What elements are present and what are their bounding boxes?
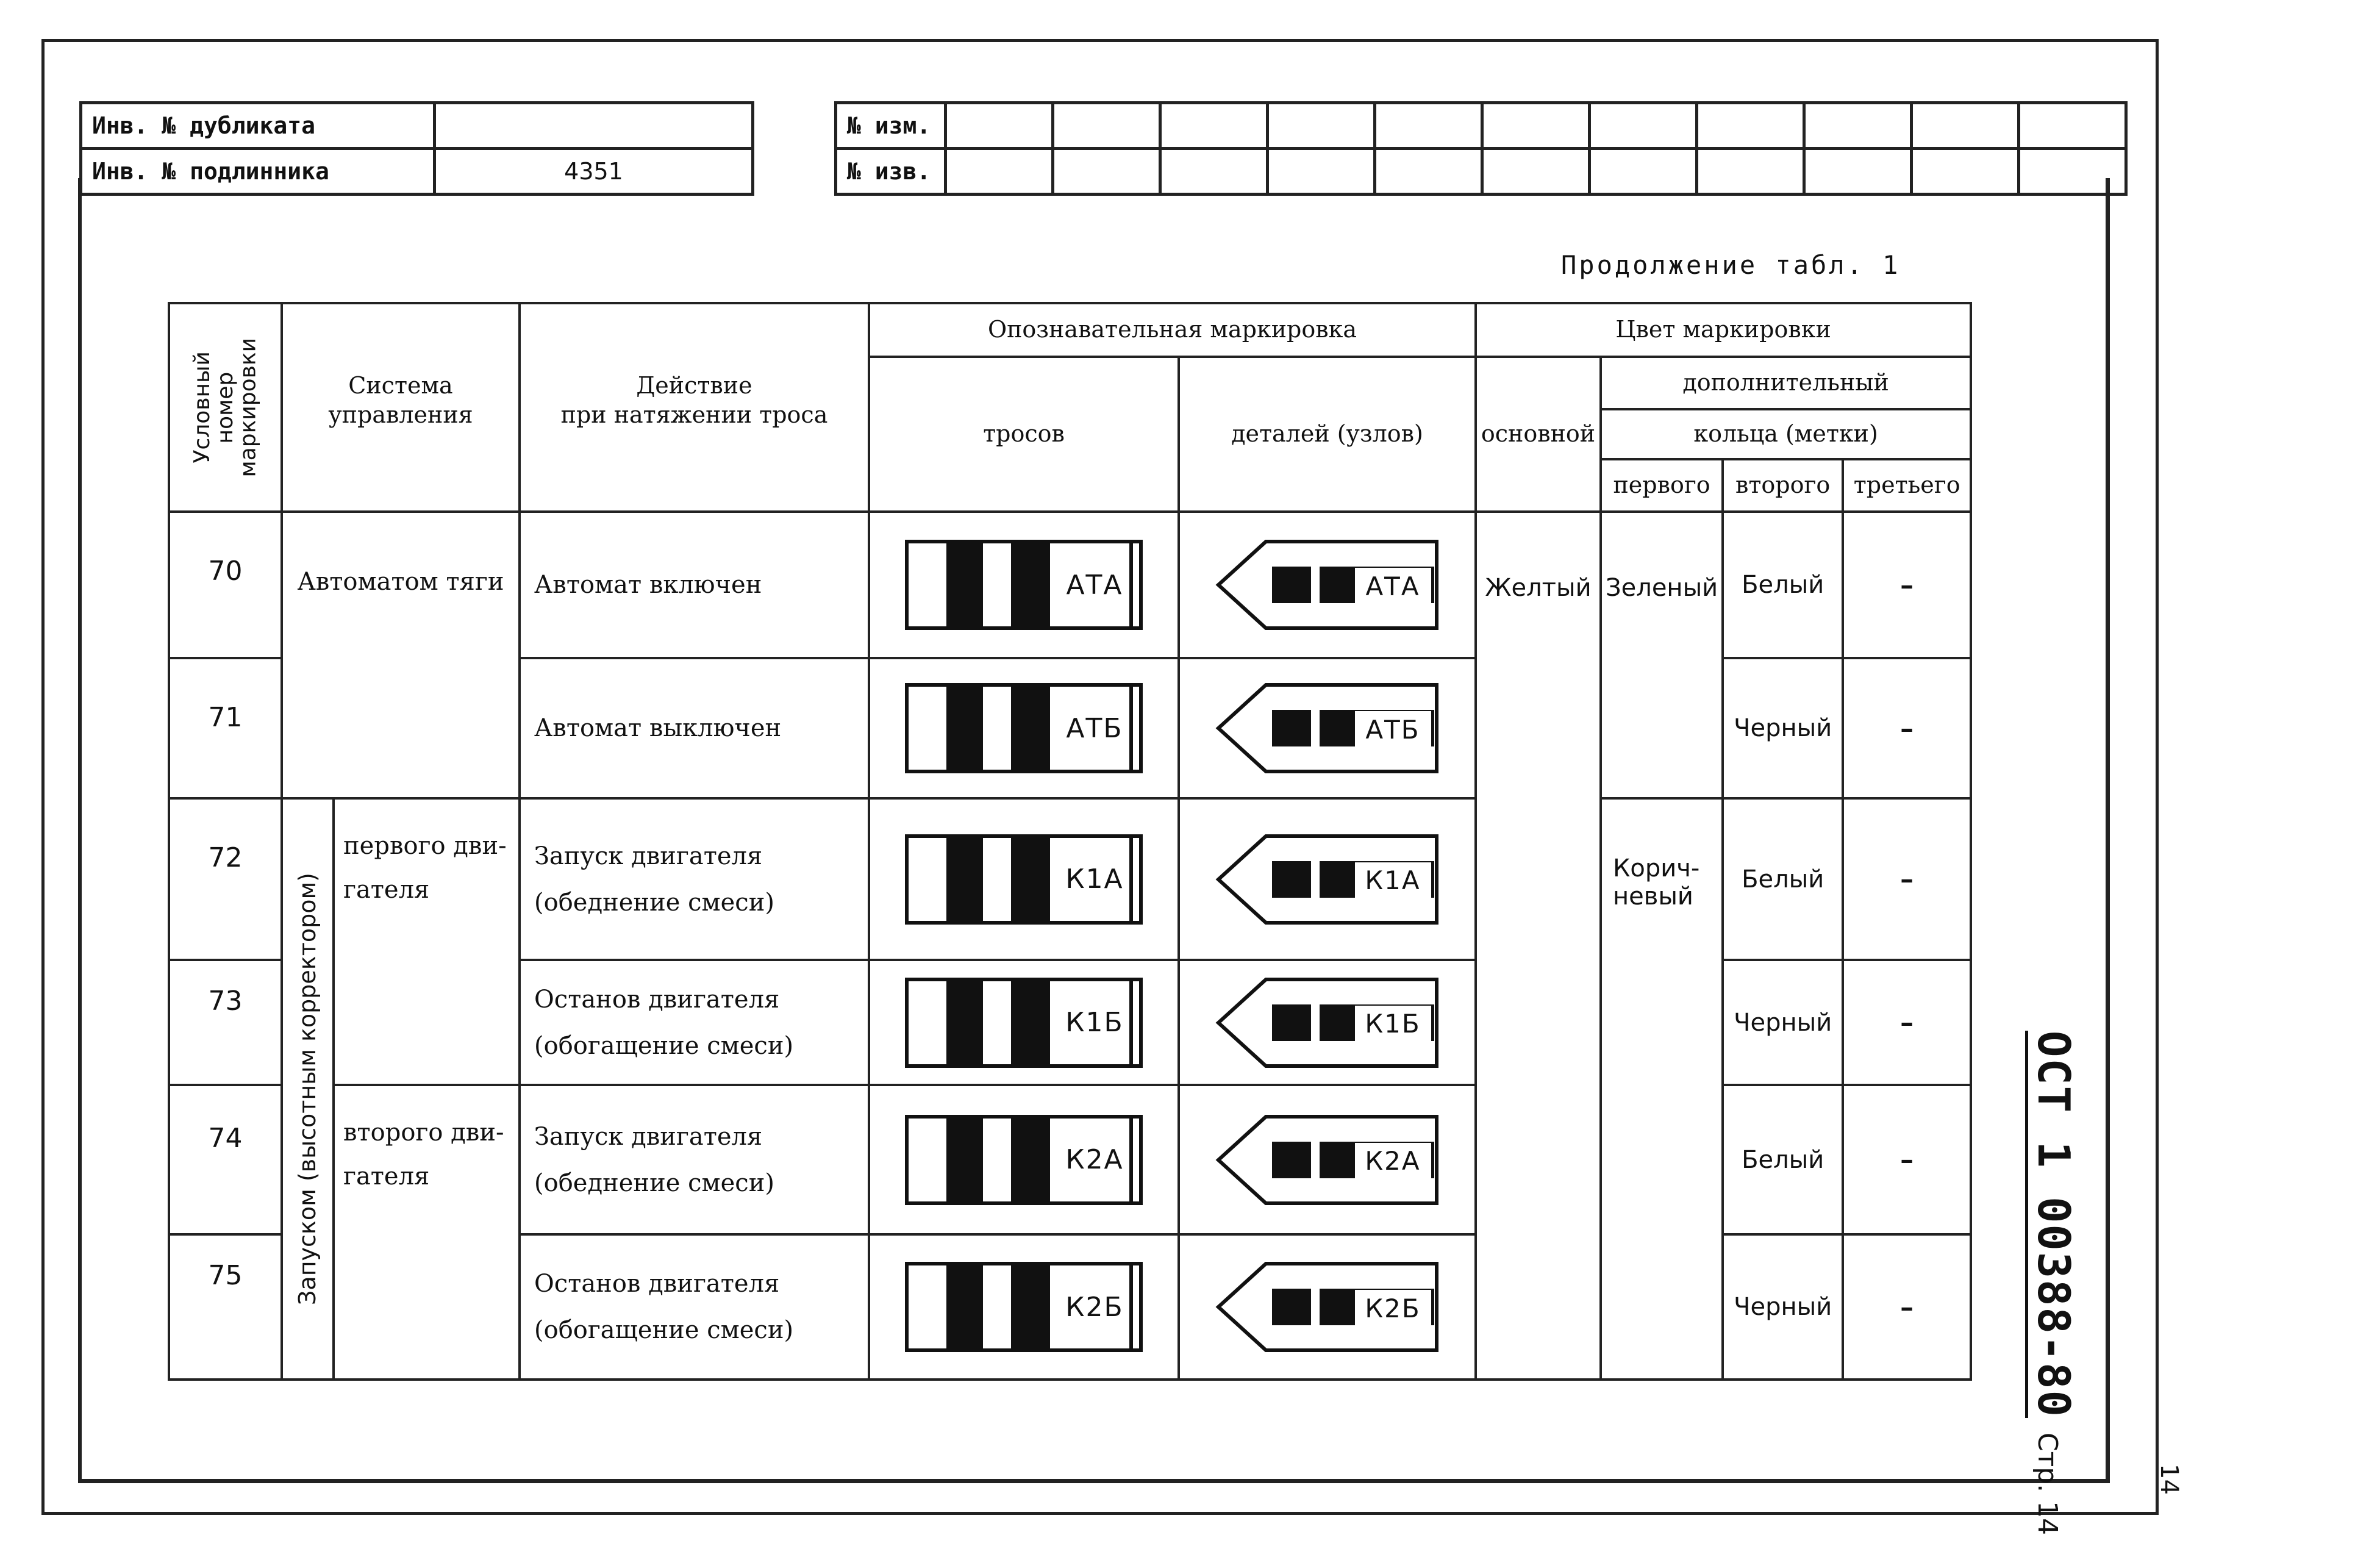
part-marking-icon xyxy=(1215,1115,1440,1205)
row-number: 72 xyxy=(169,798,282,960)
change-no-label: № изм. xyxy=(836,103,946,149)
cable-marking-label: АТБ xyxy=(1066,712,1123,744)
table-row xyxy=(169,512,1971,658)
cable-marking-icon xyxy=(905,978,1143,1068)
marking-table xyxy=(168,302,1972,1381)
cable-marking-label: АТА xyxy=(1066,569,1123,601)
header-main-color: основной xyxy=(1476,357,1601,512)
cable-marking-cell xyxy=(869,798,1179,960)
row-number: 70 xyxy=(169,512,282,658)
table-row xyxy=(169,798,1971,960)
row-number: 75 xyxy=(169,1234,282,1380)
cable-marking-icon xyxy=(905,683,1143,773)
row-action: Автомат включен xyxy=(520,512,869,658)
part-marking-label: АТА xyxy=(1355,568,1431,604)
part-marking-cell xyxy=(1179,1085,1476,1234)
row-number: 73 xyxy=(169,960,282,1085)
cable-marking-icon xyxy=(905,540,1143,630)
third-ring: – xyxy=(1843,1234,1971,1380)
part-marking-cell xyxy=(1179,960,1476,1085)
header-action: Действие при натяжении троса xyxy=(520,303,869,512)
second-ring: Черный xyxy=(1723,658,1843,798)
header-number: Условный номер маркировки xyxy=(169,303,282,512)
cable-marking-label: К1Б xyxy=(1065,1007,1124,1038)
header-cables: тросов xyxy=(869,357,1179,512)
row-action: Запуск двигателя (обеднение смеси) xyxy=(520,1085,869,1234)
cable-marking-cell xyxy=(869,512,1179,658)
header-system: Система управления xyxy=(282,303,520,512)
cable-marking-cell xyxy=(869,658,1179,798)
part-marking-icon xyxy=(1215,834,1440,925)
header-color: Цвет маркировки xyxy=(1476,303,1971,357)
main-color-yellow: Желтый xyxy=(1476,512,1601,1380)
part-marking-label: АТБ xyxy=(1355,711,1431,748)
cable-marking-label: К2Б xyxy=(1065,1291,1124,1323)
header-first: первого xyxy=(1601,459,1723,512)
document-code-block xyxy=(2028,1031,2110,1536)
part-marking-label: К1Б xyxy=(1355,1006,1431,1042)
inv-duplicate-value xyxy=(435,103,753,149)
cable-marking-cell xyxy=(869,960,1179,1085)
part-marking-icon xyxy=(1215,978,1440,1068)
part-marking-label: К2А xyxy=(1355,1143,1431,1179)
part-marking-icon xyxy=(1215,540,1440,630)
third-ring: – xyxy=(1843,1085,1971,1234)
system-auto: Автоматом тяги xyxy=(282,512,520,798)
cable-marking-cell xyxy=(869,1085,1179,1234)
part-marking-cell xyxy=(1179,512,1476,658)
part-marking-cell xyxy=(1179,658,1476,798)
system-start-cell xyxy=(282,798,334,1380)
part-marking-icon xyxy=(1215,1262,1440,1352)
third-ring: – xyxy=(1843,512,1971,658)
change-record-stamp xyxy=(834,101,2128,196)
row-number: 71 xyxy=(169,658,282,798)
part-marking-cell xyxy=(1179,798,1476,960)
row-number: 74 xyxy=(169,1085,282,1234)
cable-marking-icon xyxy=(905,1262,1143,1352)
third-ring: – xyxy=(1843,658,1971,798)
cable-marking-icon xyxy=(905,1115,1143,1205)
inv-original-label: Инв. № подлинника xyxy=(81,149,435,195)
header-third: третьего xyxy=(1843,459,1971,512)
cable-marking-label: К1А xyxy=(1065,864,1124,895)
second-ring: Черный xyxy=(1723,960,1843,1085)
corner-page-number: 14 xyxy=(2155,1464,2183,1495)
first-ring-green: Зеленый xyxy=(1601,512,1723,798)
system-start: Запуском (высотным корректором) xyxy=(293,873,321,1305)
cable-marking-label: К2А xyxy=(1065,1144,1124,1175)
document-code: ОСТ 1 00388-80 xyxy=(2025,1031,2079,1418)
row-action: Останов двигателя (обогащение смеси) xyxy=(520,1234,869,1380)
third-ring: – xyxy=(1843,960,1971,1085)
cable-marking-cell xyxy=(869,1234,1179,1380)
second-ring: Черный xyxy=(1723,1234,1843,1380)
first-ring-brown: Корич- невый xyxy=(1601,798,1723,1380)
part-marking-label: К1А xyxy=(1355,862,1431,899)
inv-original-value: 4351 xyxy=(435,149,753,195)
row-action: Автомат выключен xyxy=(520,658,869,798)
second-ring: Белый xyxy=(1723,1085,1843,1234)
engine-first: первого дви- гателя xyxy=(334,798,520,1085)
second-ring: Белый xyxy=(1723,798,1843,960)
header-rings: кольца (метки) xyxy=(1601,409,1971,459)
header-identification: Опознавательная маркировка xyxy=(869,303,1476,357)
page-label: Стр. 14 xyxy=(2032,1432,2063,1536)
part-marking-label: К2Б xyxy=(1355,1290,1431,1326)
header-parts: деталей (узлов) xyxy=(1179,357,1476,512)
inventory-stamp xyxy=(79,101,754,196)
table-continuation-caption: Продолжение табл. 1 xyxy=(1561,250,1901,280)
cable-marking-icon xyxy=(905,834,1143,925)
part-marking-cell xyxy=(1179,1234,1476,1380)
part-marking-icon xyxy=(1215,683,1440,773)
engine-second: второго дви- гателя xyxy=(334,1085,520,1380)
row-action: Останов двигателя (обогащение смеси) xyxy=(520,960,869,1085)
notice-no-label: № изв. xyxy=(836,149,946,195)
header-second: второго xyxy=(1723,459,1843,512)
inv-duplicate-label: Инв. № дубликата xyxy=(81,103,435,149)
row-action: Запуск двигателя (обеднение смеси) xyxy=(520,798,869,960)
second-ring: Белый xyxy=(1723,512,1843,658)
third-ring: – xyxy=(1843,798,1971,960)
header-additional: дополнительный xyxy=(1601,357,1971,409)
